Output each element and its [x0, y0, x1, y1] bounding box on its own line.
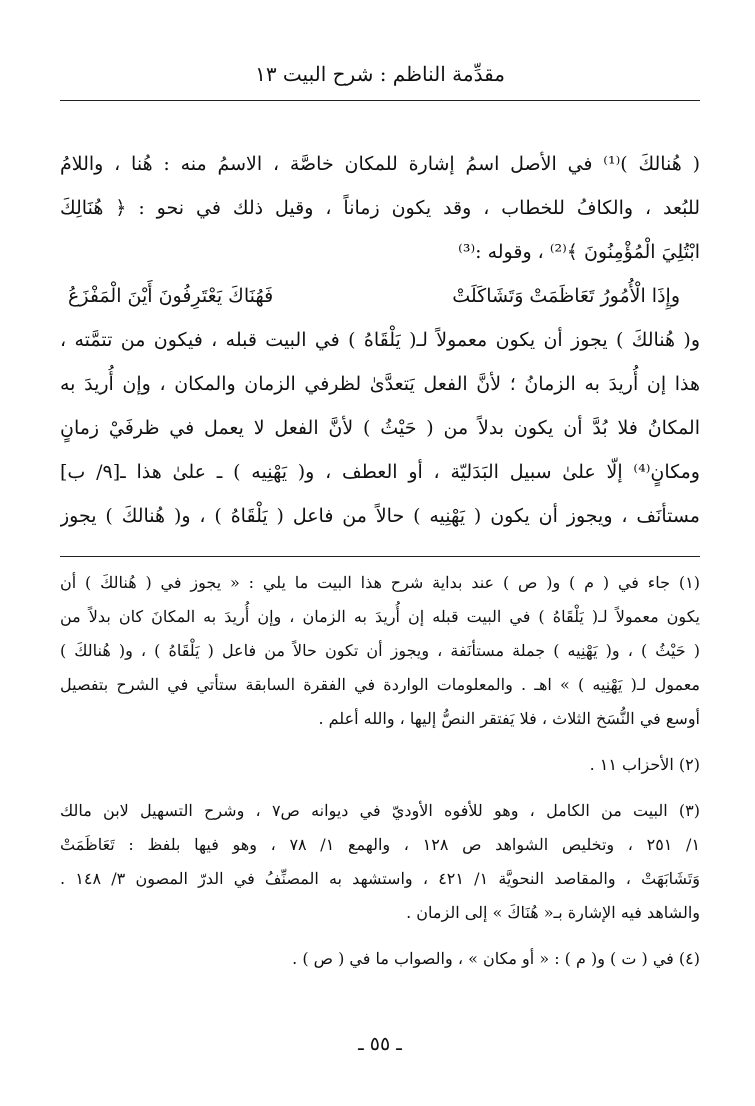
body-line: ( هُنالكَ )⁽¹⁾ في الأصل اسمُ إشارة للمكان خاصَّة ، الاسمُ منه : هُنا ، واللامُ — [60, 153, 700, 175]
footnote-3-line: والشاهد فيه الإشارة بـ« هُنَاكَ » إلى الزمان . — [406, 903, 700, 922]
poetry-verse — [60, 274, 700, 318]
footnote-3-line: (٣) البيت من الكامل ، وهو للأفوه الأوديّ في ديوانه ص٧ ، وشرح التسهيل لابن مالك — [60, 801, 700, 820]
footnote-1-line: أوسع في النُّسَخ الثلاث ، فلا يَفتقر النصُّ إليها ، والله أعلم . — [318, 709, 700, 728]
footnote-1-line: (١) جاء في ( م ) و( ص ) عند بداية شرح هذا البيت ما يلي : « يجوز في ( هُنالكَ ) أن — [60, 573, 700, 592]
verse-first-hemistich: وإِذَا الْأُمُورُ تَعَاظَمَتْ وَتَشَاكَلَتْ — [452, 285, 680, 307]
page-number: ـ ٥٥ ـ — [358, 1033, 402, 1055]
footnote-1-line: معمول لـ( يَهْنِيه ) » اهـ . والمعلومات الواردة في الفقرة السابقة ستأتي في الشرح بتفصيل — [60, 675, 700, 694]
footnote-1-line: ( حَيْثُ ) ، و( يَهْنِيه ) جملة مستأنَفة ، ويجوز أن تكون حالاً من فاعل ( يَلْقَاهُ ) ، و( هُنالكَ ) — [60, 641, 700, 660]
footnotes — [60, 566, 700, 976]
footnote-3-line: وَتَشَابَهَتْ ، والمقاصد النحويَّة ١/ ٤٢١ ، واستشهد به المصنِّفُ في الدرّ المصون ٣/ ١٤٨ . — [60, 869, 700, 888]
body-line: ومكانٍ⁽⁴⁾ إلّا علىٰ سبيل البَدَليّة ، أو العطف ، و( يَهْنِيه ) ـ علىٰ هذا ـ[٩/ ب] — [60, 461, 700, 483]
main-text — [60, 142, 700, 538]
body-line: المكانُ فلا بُدَّ أن يكون بدلاً من ( حَيْثُ ) لأنَّ الفعل لا يعمل في ظرفَيْ زمانٍ — [60, 417, 700, 439]
footnote-divider — [60, 556, 700, 557]
running-header: مقدِّمة الناظم : شرح البيت ١٣ — [255, 62, 505, 86]
body-line: و( هُنالكَ ) يجوز أن يكون معمولاً لـ( يَلْقَاهُ ) في البيت قبله ، فيكون من تتمَّته ، — [60, 329, 700, 351]
body-line: هذا إن أُريدَ به الزمانُ ؛ لأنَّ الفعل يَتعدَّىٰ لظرفي الزمان والمكان ، وإن أُريدَ به — [60, 373, 700, 395]
footnote-4: (٤) في ( ت ) و( م ) : « أو مكان » ، والصواب ما في ( ص ) . — [292, 949, 700, 968]
body-line: للبُعد ، والكافُ للخطاب ، وقد يكون زماناً ، وقيل ذلك في نحو : ﴿ هُنَالِكَ — [60, 197, 700, 219]
footnote-3-line: ١/ ٢٥١ ، وتخليص الشواهد ص ١٢٨ ، والهمع ١/ ٧٨ ، وهو فيها بلفظ : تَعَاظَمَتْ — [60, 835, 700, 854]
verse-second-hemistich: فَهُنَاكَ يَعْتَرِفُونَ أَيْنَ الْمَفْزَعُ — [68, 285, 274, 307]
footnote-1-line: يكون معمولاً لـ( يَلْقَاهُ ) في البيت قبله إن أُريدَ به الزمان ، وإن أُريدَ به المكانَ كان بدلاً من — [60, 607, 700, 626]
body-line: مستأنَف ، ويجوز أن يكون ( يَهْنِيه ) حالاً من فاعل ( يَلْقَاهُ ) ، و( هُنالكَ ) يجوز — [60, 505, 700, 527]
header-divider — [60, 100, 700, 101]
footnote-2: (٢) الأحزاب ١١ . — [589, 755, 700, 774]
body-line: ابْتُلِيَ الْمُؤْمِنُونَ ﴾⁽²⁾ ، وقوله :⁽³⁾ — [458, 241, 700, 263]
